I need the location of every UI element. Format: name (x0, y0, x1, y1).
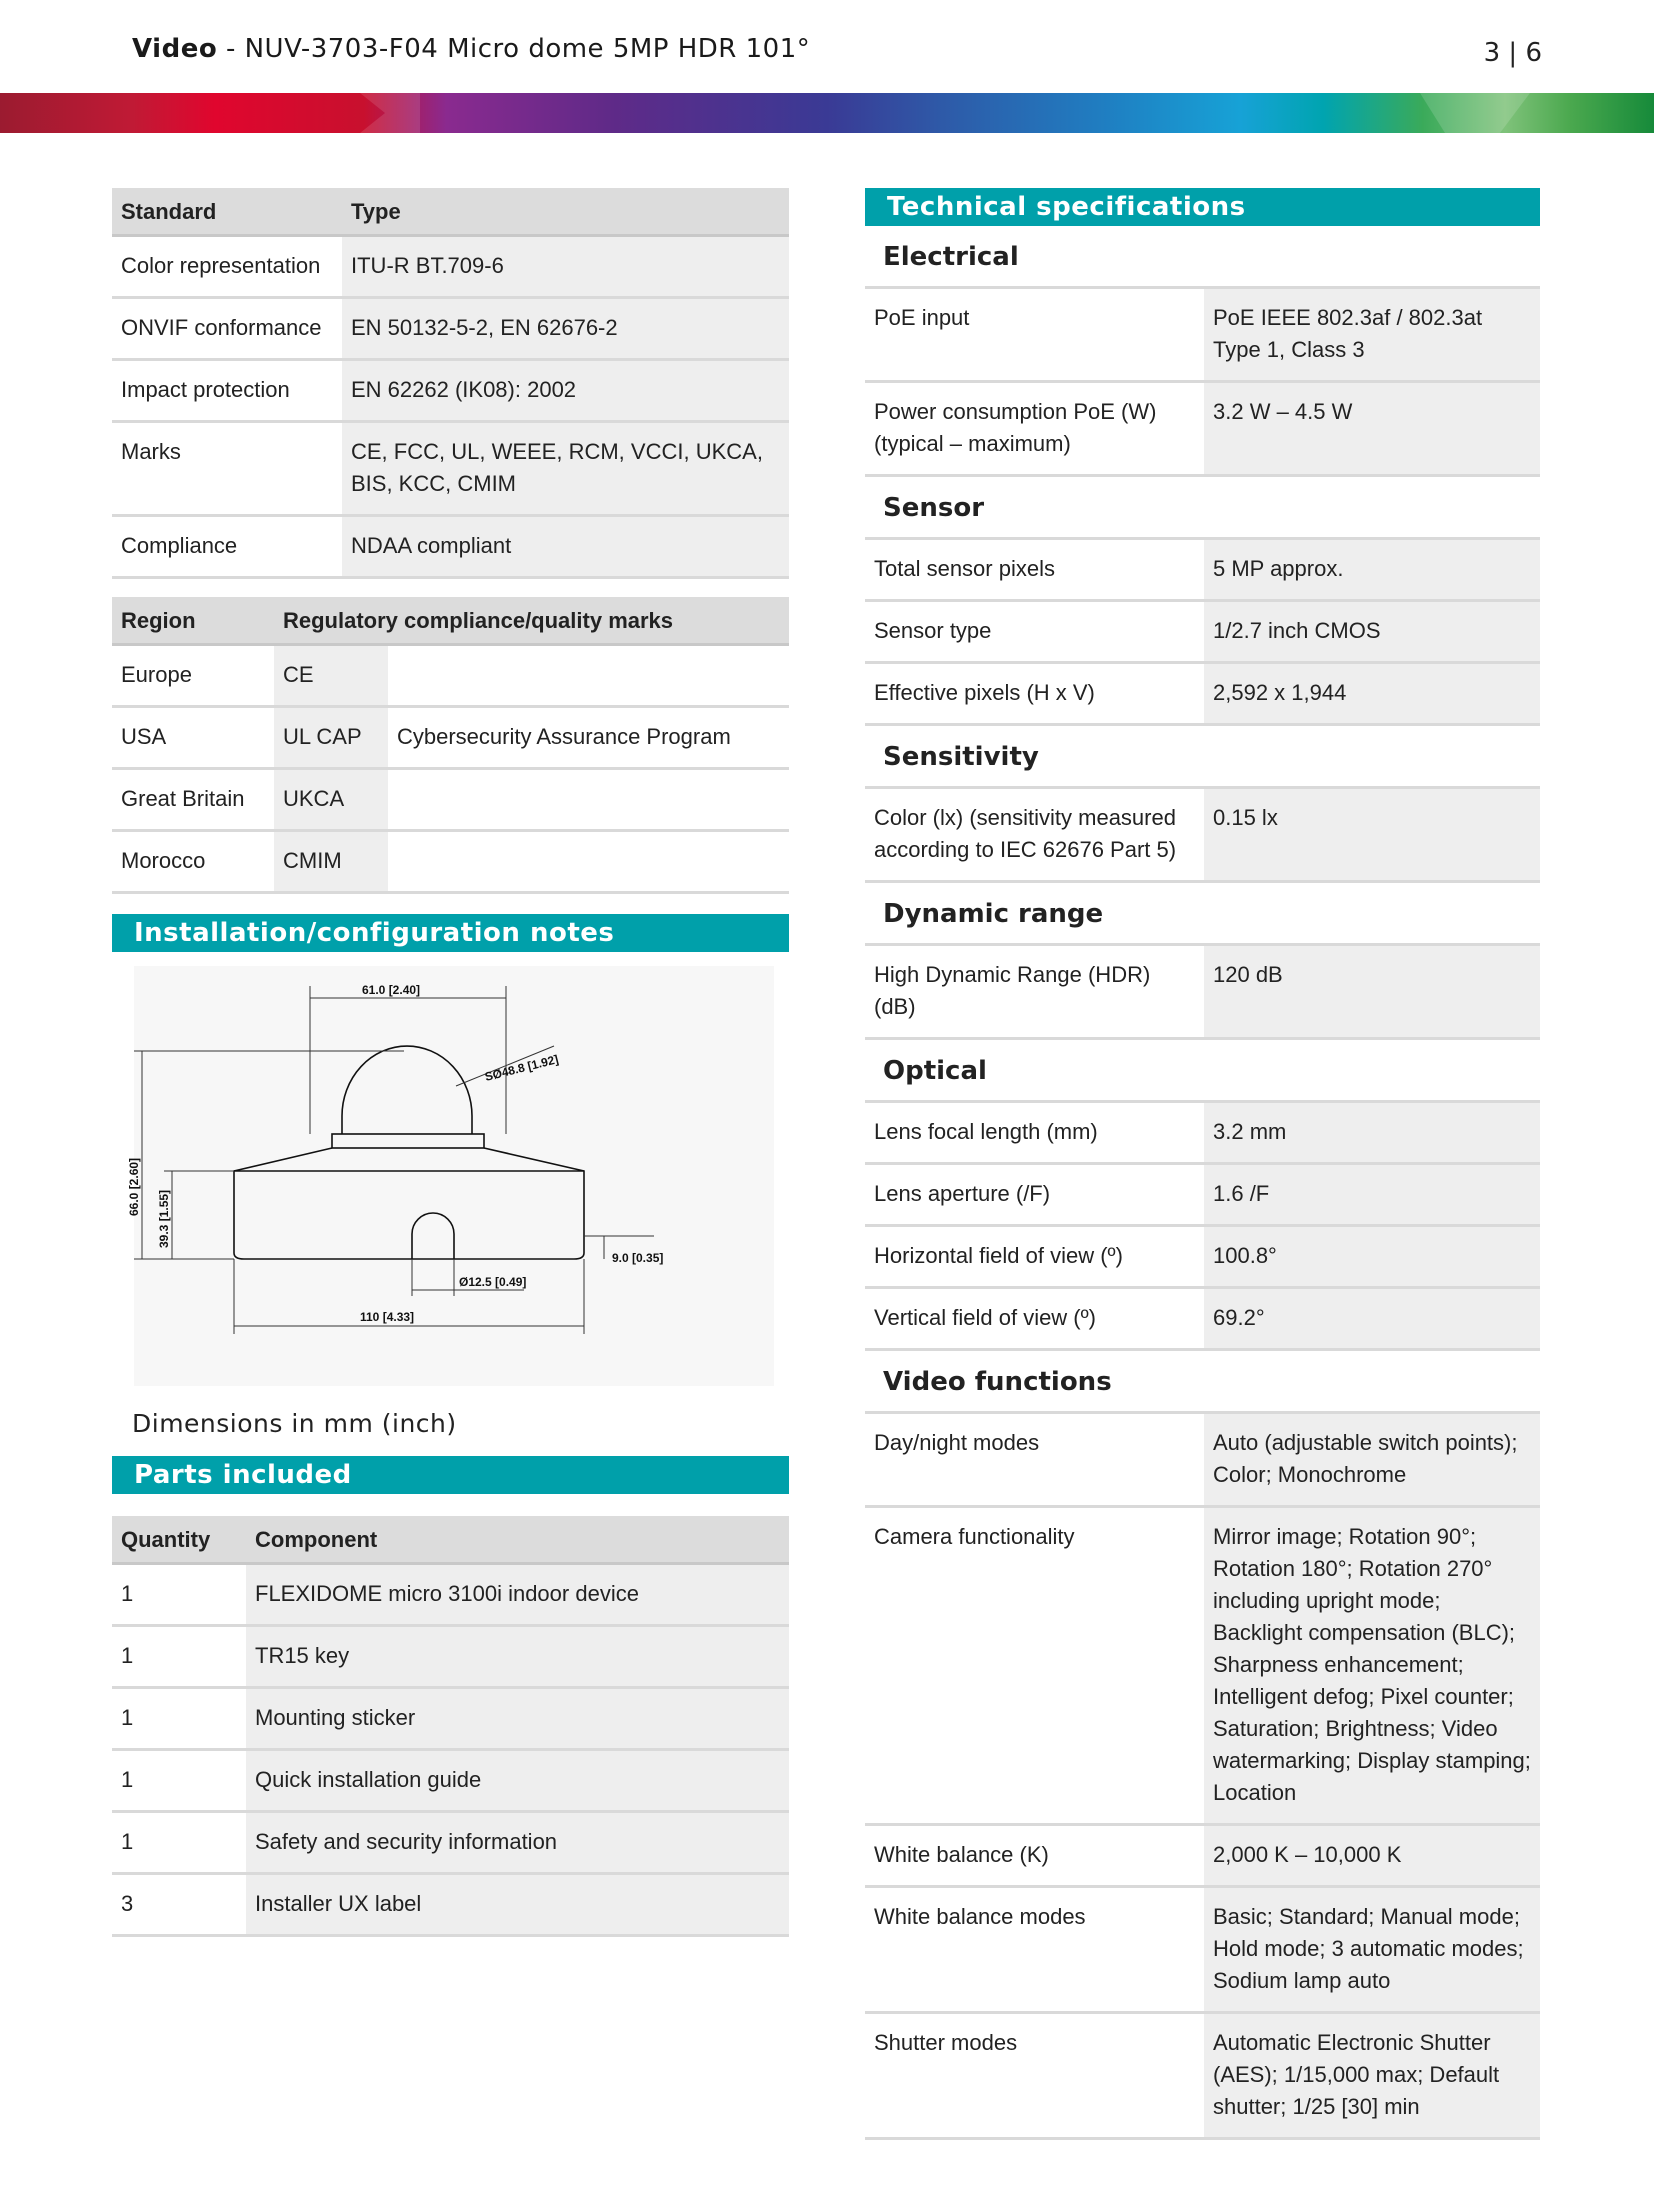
table-row (865, 1164, 1540, 1226)
table-row (112, 1626, 789, 1688)
row-label: Color representation (112, 236, 342, 298)
row-value: Mirror image; Rotation 90°; Rotation 180°; Rotation 270° including upright mode; Backlight compensation (BLC); Sharpness enhancement; Intelligent defog; Pixel counter; Saturation; Brightness; Video watermarking; Display stamping; Location (1204, 1507, 1540, 1825)
row-value: Auto (adjustable switch points); Color; Monochrome (1204, 1414, 1540, 1507)
left-column (112, 188, 789, 1937)
doc-type: Video (132, 34, 218, 64)
row-label: Great Britain (112, 769, 274, 831)
row-value: 2,000 K – 10,000 K (1204, 1825, 1540, 1887)
row-component: Safety and security information (246, 1812, 789, 1874)
row-value: CE, FCC, UL, WEEE, RCM, VCCI, UKCA, BIS, KCC, CMIM (342, 422, 789, 516)
dim-sphere-label: SØ48.8 [1.92] (483, 1052, 560, 1084)
dim-top-label: 61.0 [2.40] (362, 983, 421, 997)
row-component: FLEXIDOME micro 3100i indoor device (246, 1564, 789, 1626)
table-row (865, 2013, 1540, 2139)
row-label: ONVIF conformance (112, 298, 342, 360)
row-label: Morocco (112, 831, 274, 893)
row-label: Horizontal field of view (º) (865, 1226, 1204, 1288)
spec-table (865, 1103, 1540, 1351)
table-row (865, 1103, 1540, 1164)
row-label: Europe (112, 645, 274, 707)
section-heading: Optical (865, 1040, 1540, 1103)
row-label: Color (lx) (sensitivity measured according to IEC 62676 Part 5) (865, 789, 1204, 882)
row-label: High Dynamic Range (HDR) (dB) (865, 946, 1204, 1039)
row-quantity: 1 (112, 1564, 246, 1626)
page-number: 3 | 6 (1483, 38, 1542, 68)
table-row (865, 289, 1540, 382)
row-label: Sensor type (865, 601, 1204, 663)
table-header-row (112, 597, 789, 645)
section-heading: Electrical (865, 226, 1540, 289)
row-label: Vertical field of view (º) (865, 1288, 1204, 1350)
row-component: Mounting sticker (246, 1688, 789, 1750)
column-header: Component (246, 1516, 789, 1564)
technical-specifications-heading: Technical specifications (865, 188, 1540, 226)
row-value: Basic; Standard; Manual mode; Hold mode; 3 automatic modes; Sodium lamp auto (1204, 1887, 1540, 2013)
section-heading: Sensor (865, 477, 1540, 540)
row-label: Impact protection (112, 360, 342, 422)
section-heading: Dynamic range (865, 883, 1540, 946)
table-row (112, 516, 789, 578)
column-header: Regulatory compliance/quality marks (274, 597, 789, 645)
spec-table (865, 789, 1540, 883)
table-row (865, 1288, 1540, 1350)
table-row (112, 1874, 789, 1936)
row-quantity: 1 (112, 1812, 246, 1874)
row-value: 3.2 W – 4.5 W (1204, 382, 1540, 476)
row-label: Day/night modes (865, 1414, 1204, 1507)
row-label: PoE input (865, 289, 1204, 382)
brand-color-band (0, 93, 1654, 133)
spec-table (865, 289, 1540, 477)
row-note: Cybersecurity Assurance Program (388, 707, 789, 769)
column-header: Quantity (112, 1516, 246, 1564)
row-value: Automatic Electronic Shutter (AES); 1/15,000 max; Default shutter; 1/25 [30] min (1204, 2013, 1540, 2139)
row-quantity: 1 (112, 1626, 246, 1688)
row-label: Marks (112, 422, 342, 516)
table-row (865, 382, 1540, 476)
row-label: USA (112, 707, 274, 769)
row-label: Shutter modes (865, 2013, 1204, 2139)
row-mark: CMIM (274, 831, 388, 893)
row-value: 69.2° (1204, 1288, 1540, 1350)
row-quantity: 1 (112, 1750, 246, 1812)
row-label: White balance modes (865, 1887, 1204, 2013)
regions-table (112, 597, 789, 894)
table-row (865, 540, 1540, 601)
table-row (865, 1887, 1540, 2013)
table-row (112, 831, 789, 893)
row-label: Lens aperture (/F) (865, 1164, 1204, 1226)
table-row (112, 769, 789, 831)
table-row (865, 663, 1540, 725)
row-label: Compliance (112, 516, 342, 578)
row-value: EN 62262 (IK08): 2002 (342, 360, 789, 422)
table-row (112, 645, 789, 707)
document-header (132, 34, 810, 64)
spec-table (865, 540, 1540, 726)
dim-hole-label: Ø12.5 [0.49] (459, 1275, 527, 1289)
row-label: Power consumption PoE (W) (typical – maximum) (865, 382, 1204, 476)
table-row (112, 298, 789, 360)
parts-included-heading: Parts included (112, 1456, 789, 1494)
table-header-row (112, 1516, 789, 1564)
standards-table (112, 188, 789, 579)
table-row (865, 1825, 1540, 1887)
column-header: Standard (112, 188, 342, 236)
row-quantity: 3 (112, 1874, 246, 1936)
table-row (865, 946, 1540, 1039)
column-header: Region (112, 597, 274, 645)
row-component: TR15 key (246, 1626, 789, 1688)
table-row (112, 236, 789, 298)
row-label: Effective pixels (H x V) (865, 663, 1204, 725)
row-mark: UL CAP (274, 707, 388, 769)
dim-side-label: 9.0 [0.35] (612, 1251, 664, 1265)
row-value: 5 MP approx. (1204, 540, 1540, 601)
table-row (865, 601, 1540, 663)
row-mark: CE (274, 645, 388, 707)
table-row (865, 1226, 1540, 1288)
table-row (112, 1812, 789, 1874)
column-header: Type (342, 188, 789, 236)
table-row (112, 1750, 789, 1812)
row-value: 100.8° (1204, 1226, 1540, 1288)
row-label: Total sensor pixels (865, 540, 1204, 601)
section-heading: Video functions (865, 1351, 1540, 1414)
row-note (388, 645, 789, 707)
row-value: 0.15 lx (1204, 789, 1540, 882)
section-heading: Sensitivity (865, 726, 1540, 789)
table-row (112, 360, 789, 422)
row-value: NDAA compliant (342, 516, 789, 578)
spec-table (865, 946, 1540, 1040)
row-value: PoE IEEE 802.3af / 802.3at Type 1, Class 3 (1204, 289, 1540, 382)
row-label: Camera functionality (865, 1507, 1204, 1825)
table-row (865, 789, 1540, 882)
row-label: White balance (K) (865, 1825, 1204, 1887)
table-row (865, 1414, 1540, 1507)
dimension-drawing (127, 966, 774, 1386)
row-value: 3.2 mm (1204, 1103, 1540, 1164)
row-value: 120 dB (1204, 946, 1540, 1039)
row-value: ITU-R BT.709-6 (342, 236, 789, 298)
row-component: Installer UX label (246, 1874, 789, 1936)
row-mark: UKCA (274, 769, 388, 831)
row-label: Lens focal length (mm) (865, 1103, 1204, 1164)
row-component: Quick installation guide (246, 1750, 789, 1812)
dim-body-label: 39.3 [1.55] (157, 1189, 171, 1248)
spec-sections (865, 226, 1540, 2140)
row-note (388, 831, 789, 893)
table-row (865, 1507, 1540, 1825)
right-column (865, 188, 1540, 2140)
dim-height-label: 66.0 [2.60] (127, 1157, 141, 1216)
spec-table (865, 1414, 1540, 2140)
doc-title: - NUV-3703-F04 Micro dome 5MP HDR 101° (217, 34, 811, 64)
table-row (112, 1688, 789, 1750)
table-header-row (112, 188, 789, 236)
dim-base-label: 110 [4.33] (360, 1310, 415, 1324)
installation-notes-heading: Installation/configuration notes (112, 914, 789, 952)
row-value: 2,592 x 1,944 (1204, 663, 1540, 725)
parts-table (112, 1516, 789, 1937)
row-value: 1.6 /F (1204, 1164, 1540, 1226)
table-row (112, 422, 789, 516)
dimensions-caption: Dimensions in mm (inch) (132, 1409, 457, 1438)
row-value: 1/2.7 inch CMOS (1204, 601, 1540, 663)
row-quantity: 1 (112, 1688, 246, 1750)
table-row (112, 1564, 789, 1626)
row-value: EN 50132-5-2, EN 62676-2 (342, 298, 789, 360)
table-row (112, 707, 789, 769)
row-note (388, 769, 789, 831)
